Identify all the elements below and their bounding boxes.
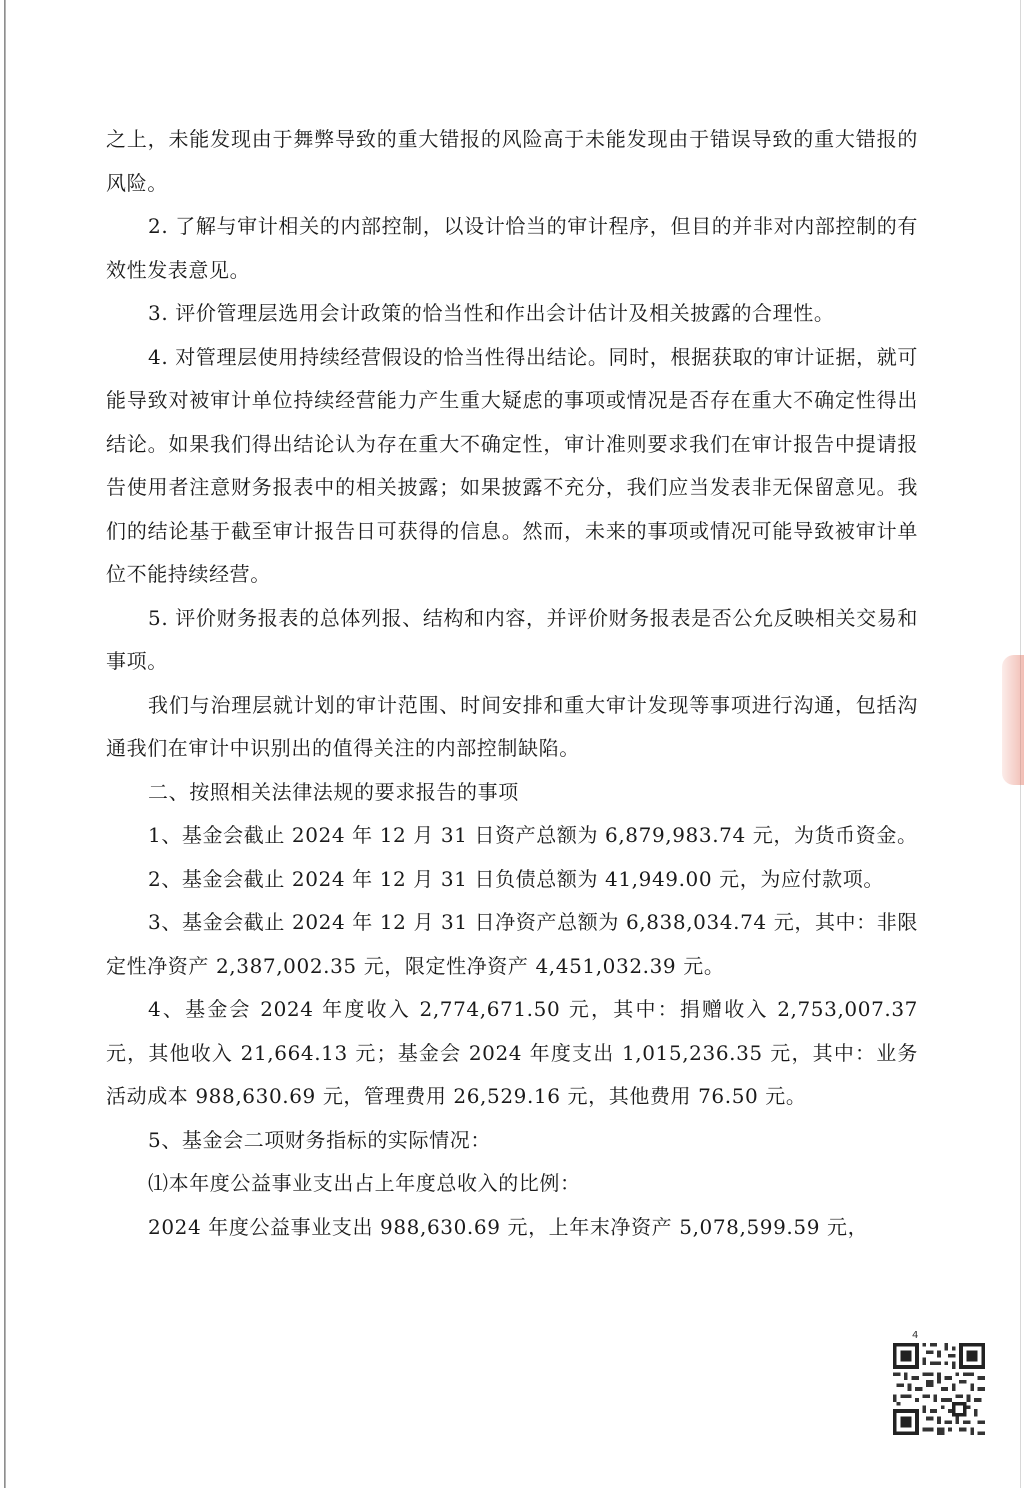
page-number: 4 [912,1330,919,1341]
paragraph-net-assets: 3、基金会截止 2024 年 12 月 31 日净资产总额为 6,838,034.74 元，其中：非限定性净资产 2,387,002.35 元，限定性净资产 4,451,032.39 元。 [106,910,918,978]
seal-stamp-icon [1002,655,1024,785]
paragraph-ratio-heading: ⑴本年度公益事业支出占上年度总收入的比例： [148,1171,581,1195]
paragraph-communication: 我们与治理层就计划的审计范围、时间安排和重大审计发现等事项进行沟通，包括沟通我们在审计中识别出的值得关注的内部控制缺陷。 [106,692,918,760]
qr-code-icon [893,1343,985,1435]
paragraph-income-expense: 4、基金会 2024 年度收入 2,774,671.50 元，其中：捐赠收入 2,753,007.37 元，其他收入 21,664.13 元；基金会 2024 年度支出 1,015,236.35 元，其中：业务活动成本 988,630.69 元，管理费用 26,529.16 元，其他费用 76.50 元。 [106,997,918,1108]
section-heading: 二、按照相关法律法规的要求报告的事项 [148,779,519,804]
document-body [106,118,918,1249]
paragraph-liabilities: 2、基金会截止 2024 年 12 月 31 日负债总额为 41,949.00 元，为应付款项。 [148,866,884,891]
paragraph-item-2: 2. 了解与审计相关的内部控制，以设计恰当的审计程序，但目的并非对内部控制的有效性发表意见。 [106,214,918,282]
paragraph-assets: 1、基金会截止 2024 年 12 月 31 日资产总额为 6,879,983.74 元，为货币资金。 [148,823,918,847]
paragraph-item-3: 3. 评价管理层选用会计政策的恰当性和作出会计估计及相关披露的合理性。 [148,301,835,325]
paragraph-ratio-detail: 2024 年度公益事业支出 988,630.69 元，上年末净资产 5,078,599.59 元， [148,1214,869,1239]
paragraph-indicators: 5、基金会二项财务指标的实际情况： [148,1127,491,1152]
paragraph-item-5: 5. 评价财务报表的总体列报、结构和内容，并评价财务报表是否公允反映相关交易和事项。 [106,605,918,673]
paragraph-continuation: 之上，未能发现由于舞弊导致的重大错报的风险高于未能发现由于错误导致的重大错报的风险。 [106,127,918,195]
scan-edge-left [4,0,6,1488]
paragraph-item-4: 4. 对管理层使用持续经营假设的恰当性得出结论。同时，根据获取的审计证据，就可能导致对被审计单位持续经营能力产生重大疑虑的事项或情况是否存在重大不确定性得出结论。如果我们得出结论认为存在重大不确定性，审计准则要求我们在审计报告中提请报告使用者注意财务报表中的相关披露；如果披露不充分，我们应当发表非无保留意见。我们的结论基于截至审计报告日可获得的信息。然而，未来的事项或情况可能导致被审计单位不能持续经营。 [106,344,918,586]
